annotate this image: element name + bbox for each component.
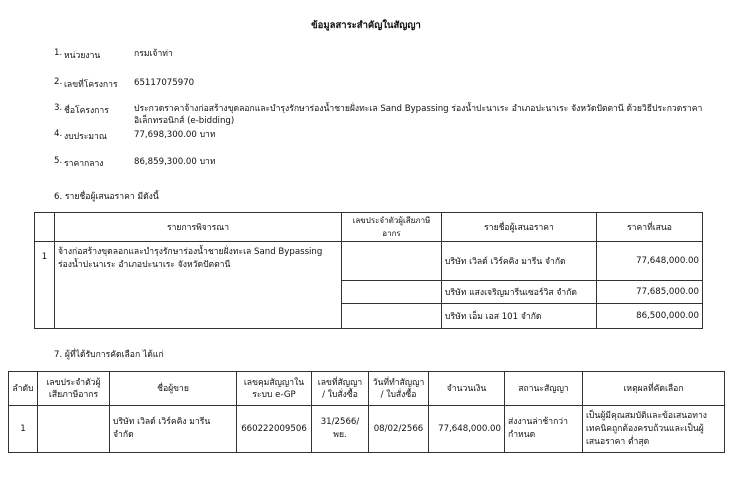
info-number: 1. — [54, 48, 63, 58]
header-reason: เหตุผลที่คัดเลือก — [583, 372, 725, 406]
header-amount: จำนวนเงิน — [429, 372, 505, 406]
winner-tax-id — [38, 406, 110, 453]
bidder-name: บริษัท เวิลด์ เวิร์คคิง มารีน จำกัด — [442, 242, 597, 281]
header-status: สถานะสัญญา — [505, 372, 583, 406]
bidders-table — [34, 212, 703, 329]
table-row — [35, 242, 703, 281]
winner-contract-date: 08/02/2566 — [369, 406, 429, 453]
header-item-no — [35, 213, 55, 242]
info-label: ชื่อโครงการ — [64, 106, 109, 116]
info-value: 77,698,300.00 บาท — [134, 130, 216, 140]
winner-amount: 77,648,000.00 — [429, 406, 505, 453]
bidder-name: บริษัท แสงเจริญมารีนเซอร์วิส จำกัด — [442, 281, 597, 304]
bidder-price: 77,685,000.00 — [597, 281, 703, 304]
header-bidder-name: รายชื่อผู้เสนอราคา — [442, 213, 597, 242]
table-row — [9, 406, 725, 453]
info-number: 4. — [54, 129, 63, 139]
winner-status: ส่งงานล่าช้ากว่ากำหนด — [505, 406, 583, 453]
header-price: ราคาที่เสนอ — [597, 213, 703, 242]
info-value: 65117075970 — [134, 78, 195, 88]
info-label: งบประมาณ — [64, 132, 107, 142]
winner-contract-number: 31/2566/พย. — [312, 406, 369, 453]
section-winners-heading: 7. ผู้ที่ได้รับการคัดเลือก ได้แก่ — [54, 350, 164, 360]
document-title: ข้อมูลสาระสำคัญในสัญญา — [311, 20, 421, 31]
header-egp-number: เลขคุมสัญญาในระบบ e-GP — [237, 372, 312, 406]
info-number: 2. — [54, 77, 63, 87]
bidder-price: 86,500,000.00 — [597, 304, 703, 329]
header-tax-id: เลขประจำตัวผู้เสียภาษีอากร — [342, 213, 442, 242]
info-value: ประกวดราคาจ้างก่อสร้างขุดลอกและบำรุงรักษาร่องน้ำชายฝั่งทะเล Sand Bypassing ร่องน้ำปะนาเระ อำเภอปะนาเระ จังหวัดปัตตานี ด้วยวิธีประกวดราคาอิเล็กทรอนิกส์ (e-bidding) — [134, 104, 703, 126]
item-number: 1 — [35, 242, 55, 329]
header-contract-number: เลขที่สัญญา / ใบสั่งซื้อ — [312, 372, 369, 406]
bidder-tax-id — [342, 242, 442, 281]
winner-reason: เป็นผู้มีคุณสมบัติและข้อเสนอทางเทคนิคถูกต้องครบถ้วนและเป็นผู้เสนอราคา ต่ำสุด — [583, 406, 725, 453]
item-description: จ้างก่อสร้างขุดลอกและบำรุงรักษาร่องน้ำชายฝั่งทะเล Sand Bypassing ร่องน้ำปะนาเระ อำเภอปะนาเระ จังหวัดปัตตานี — [55, 242, 342, 329]
winners-table — [8, 371, 725, 453]
info-value: กรมเจ้าท่า — [134, 49, 173, 59]
table-header-row — [9, 372, 725, 406]
header-order: ลำดับ — [9, 372, 38, 406]
bidder-tax-id — [342, 281, 442, 304]
header-contract-date: วันที่ทำสัญญา / ใบสั่งซื้อ — [369, 372, 429, 406]
bidder-price: 77,648,000.00 — [597, 242, 703, 281]
info-number: 5. — [54, 156, 63, 166]
info-value: 86,859,300.00 บาท — [134, 157, 216, 167]
winner-vendor: บริษัท เวิลด์ เวิร์คคิง มารีน จำกัด — [110, 406, 237, 453]
info-label: ราคากลาง — [64, 159, 104, 169]
bidder-name: บริษัท เอ็ม เอส 101 จำกัด — [442, 304, 597, 329]
bidder-tax-id — [342, 304, 442, 329]
table-header-row — [35, 213, 703, 242]
header-vendor: ชื่อผู้ขาย — [110, 372, 237, 406]
winner-egp-number: 660222009506 — [237, 406, 312, 453]
info-number: 3. — [54, 103, 63, 113]
winner-order: 1 — [9, 406, 38, 453]
info-label: เลขที่โครงการ — [64, 80, 118, 90]
section-bidders-heading: 6. รายชื่อผู้เสนอราคา มีดังนี้ — [54, 192, 159, 202]
info-label: หน่วยงาน — [64, 51, 101, 61]
header-item: รายการพิจารณา — [55, 213, 342, 242]
header-tax-id: เลขประจำตัวผู้เสียภาษีอากร — [38, 372, 110, 406]
